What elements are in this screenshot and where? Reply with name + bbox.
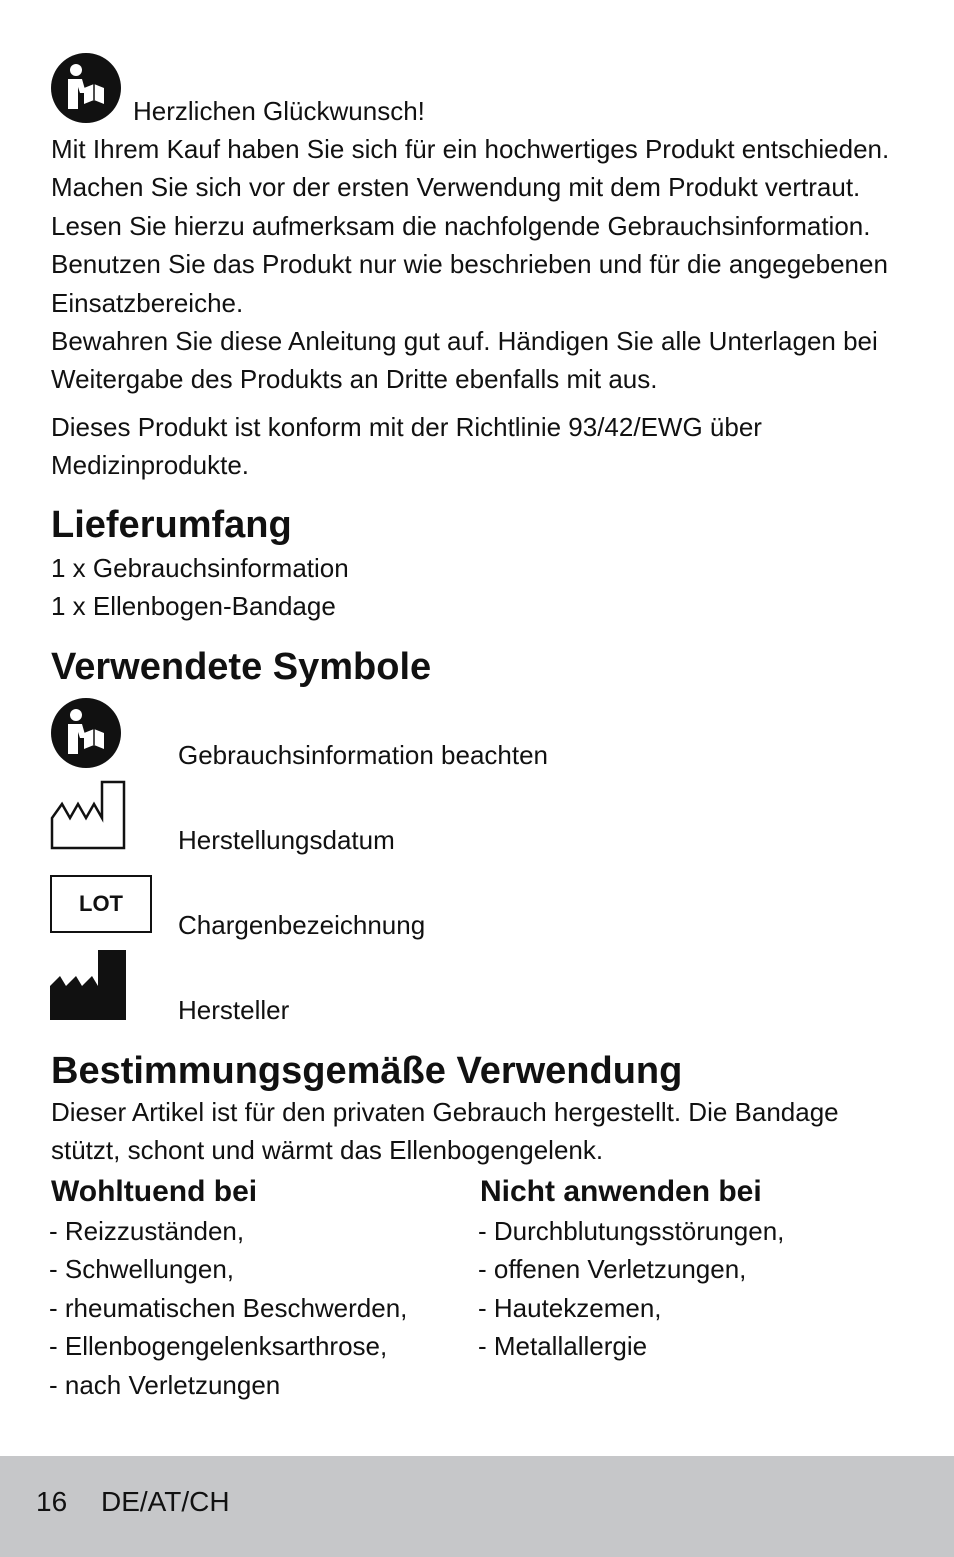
list-item: - Hautekzemen, — [478, 1292, 662, 1323]
symbol-label: Gebrauchsinformation beachten — [178, 740, 549, 770]
page-footer — [0, 1456, 954, 1557]
conformity-paragraph: Dieses Produkt ist konform mit der Richtlinie 93/42/EWG über Medizinprodukte. — [51, 412, 762, 481]
symbols-heading: Verwendete Symbole — [51, 646, 432, 688]
beneficial-list — [49, 1212, 407, 1404]
list-item: - rheumatischen Beschwerden, — [49, 1292, 408, 1323]
scope-list — [51, 549, 349, 626]
manufacture-date-icon — [50, 780, 126, 850]
beneficial-heading: Wohltuend bei — [51, 1175, 258, 1208]
country-codes: DE/AT/CH — [101, 1486, 230, 1517]
symbol-label: Chargenbezeichnung — [178, 910, 426, 940]
list-item: - nach Verletzungen — [49, 1369, 281, 1400]
intended-use-text: Dieser Artikel ist für den privaten Gebrauch hergestellt. Die Bandage stützt, schont und wärmt das Ellenbogengelenk. — [51, 1097, 839, 1166]
scope-heading: Lieferumfang — [51, 504, 292, 546]
read-manual-icon — [50, 697, 122, 769]
contraindications-list — [478, 1212, 784, 1366]
list-item: - Ellenbogengelenksarthrose, — [49, 1331, 388, 1362]
page-number: 16 — [36, 1486, 68, 1517]
manufacturer-icon — [50, 950, 126, 1020]
intro-paragraph: Mit Ihrem Kauf haben Sie sich für ein hochwertiges Produkt entschieden. Machen Sie sich vor der ersten Verwendung mit dem Produkt vertraut. Lesen Sie hierzu aufmerksam die nachfolgende Gebrauchsinformation. Benutzen Sie das Produkt nur wie beschrieben und für die angegebenen Einsatzbereiche. — [51, 134, 890, 318]
greeting: Herzlichen Glückwunsch! — [133, 96, 425, 126]
list-item: - Reizzuständen, — [49, 1216, 245, 1246]
read-manual-icon — [50, 52, 122, 124]
list-item: - Metallallergie — [478, 1331, 648, 1362]
symbol-label: Herstellungsdatum — [178, 825, 395, 855]
intended-use-heading: Bestimmungsgemäße Verwendung — [51, 1050, 683, 1092]
list-item: - Durchblutungsstörungen, — [478, 1216, 785, 1246]
list-item: - offenen Verletzungen, — [478, 1254, 747, 1285]
list-item: 1 x Gebrauchsinformation — [51, 553, 349, 583]
lot-icon: LOT — [50, 875, 152, 933]
contraindications-heading: Nicht anwenden bei — [480, 1175, 762, 1208]
list-item: - Schwellungen, — [49, 1254, 234, 1285]
list-item: 1 x Ellenbogen-Bandage — [51, 591, 336, 622]
intro-paragraph: Bewahren Sie diese Anleitung gut auf. Händigen Sie alle Unterlagen bei Weitergabe des Produkts an Dritte ebenfalls mit aus. — [51, 326, 878, 395]
symbol-label: Hersteller — [178, 995, 290, 1025]
